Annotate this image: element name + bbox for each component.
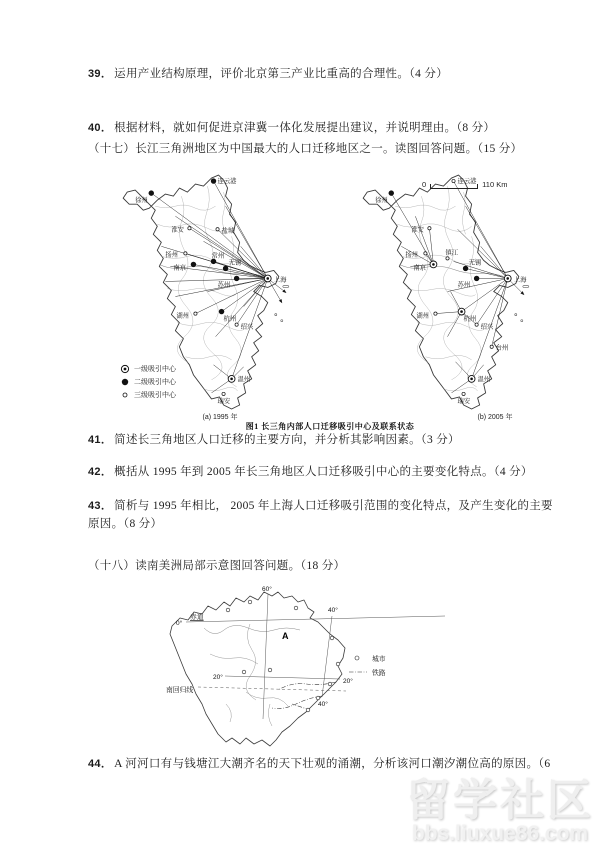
scale-bar-line [430,184,478,189]
city-marker-third-level [462,392,465,395]
city-label: 湖州 [416,312,430,320]
city-label: 苏州 [457,281,471,289]
question-39-number: 39． [88,68,113,80]
city-marker-second-level [463,266,468,271]
migration-arrow [481,246,508,278]
south-america-svg [150,584,480,749]
map-2005-content [375,176,527,405]
question-41-number: 41． [88,434,113,446]
label-lat0: 0° [176,620,183,627]
city-label: 常州 [211,252,225,260]
city-label: 扬州 [405,251,418,259]
question-43-text: 简析与 1995 年相比， 2005 年上海人口迁移吸引范围的变化特点，及产生变化的主要原因。（8 分） [88,500,553,530]
city-marker-second-level [211,259,216,264]
migration-arrow [151,193,267,278]
city-label: 徐州 [375,197,388,205]
city-label: 苏州 [217,281,231,289]
question-42-number: 42． [88,466,113,478]
city-label: 上海 [513,276,527,284]
label-point-a: A [282,631,289,641]
migration-arrow [466,206,508,278]
question-39-text: 运用产业结构原理，评价北京第三产业比重高的合理性。（4 分） [114,68,449,80]
question-40 [88,120,562,138]
city-marker-third-level [490,345,493,348]
question-40-number: 40． [88,122,113,134]
migration-arrow [492,278,508,346]
first-level-center-icon [120,364,130,374]
parallel-20s [225,676,340,679]
city-label: 瑞安 [217,397,231,405]
city-label: 南京 [413,264,426,272]
city-label: 连云港 [217,178,237,186]
city-marker-first-level-dot [432,263,435,266]
city-marker-second-level [149,190,154,195]
migration-arrow [435,312,461,314]
watermark-url: bbs.liuxue86.com [411,822,589,845]
legend-item-first-level: 一级吸引中心 [120,362,176,375]
migration-arrow [447,312,461,337]
city-label: 温州 [477,375,491,383]
city-marker-first-level-dot [470,378,473,381]
city-legend-icon [355,656,359,660]
city-marker-second-level [219,309,224,314]
city-marker-third-level [475,323,478,326]
figure-2-south-america-map [150,584,480,749]
city-label: 绍兴 [480,323,494,331]
tropic-of-capricorn-line [198,687,346,691]
city-marker-third-level [428,227,431,230]
city-label: 瑞安 [457,397,471,405]
question-41-text: 简述长三角地区人口迁移的主要方向，并分析其影响因素。（3 分） [114,434,460,446]
city-marker-third-level [434,312,437,315]
question-41 [88,432,562,450]
label-lat20-left: 20° [213,674,223,681]
caption-map-b: (b) 2005 年 [477,414,513,421]
city-marker-third-level [184,252,187,255]
third-level-center-icon [120,390,130,400]
question-40-text: 根据材料，就如何促进京津冀一体化发展提出建议，并说明理由。（8 分） [114,122,496,134]
city-label: 南京 [173,264,186,272]
question-44-number: 44． [88,758,113,770]
figure-2-legend [349,654,386,677]
migration-arrow [175,216,267,278]
label-lat20-right: 20° [343,678,353,685]
map-2005 [352,166,544,412]
legend-item-second-level: 二级吸引中心 [120,375,176,388]
city-marker-second-level [474,276,479,281]
city-label: 扬州 [165,251,178,259]
label-lon40-bottom: 40° [318,701,328,708]
migration-arrow [241,246,268,278]
figure-1-caption: 图1 长三角内部人口迁移吸引中心及联系状态 [245,422,415,431]
question-43-number: 43． [88,500,113,512]
watermark-title: 留学社区 [406,776,594,825]
question-42-text: 概括从 1995 年到 2005 年长三角地区人口迁移吸引中心的主要变化特点。（4 分） [114,466,533,478]
figure-1-delta-migration-maps [100,166,560,434]
city-marker-second-level [211,178,216,183]
label-tropic: 南回归线 [166,687,194,694]
city-label: 无锡 [468,259,482,267]
question-43 [88,498,562,533]
city-marker-second-level [191,262,196,267]
city-marker-second-level [234,276,239,281]
railway-legend-label: 铁路 [372,670,386,677]
caption-map-a: (a) 1995 年 [202,414,238,421]
graticule [186,594,445,719]
city-marker-first-level-dot [506,277,509,280]
city-marker-third-level [188,227,191,230]
city-marker-third-level [235,323,238,326]
meridian-60w [263,594,268,719]
scale-distance: 110 Km [482,180,508,189]
city-label: 上海 [273,276,287,284]
legend-item-third-level: 三级吸引中心 [120,388,176,401]
city-marker-third-level [424,252,427,255]
city-marker-first-level-dot [230,378,233,381]
city-marker-third-level [216,228,219,231]
label-lon40-top: 40° [328,607,338,614]
city-label: 无锡 [228,259,242,267]
city-label: 淮安 [171,226,184,234]
scale-bar [422,180,507,189]
question-44-text: A 河河口有与钱塘江大潮齐名的天下壮观的涌潮，分析该河口潮汐潮位高的原因。（6 [114,758,551,770]
city-marker-third-level [222,392,225,395]
city-label: 湖州 [176,312,190,320]
section-18-heading: （十八）读南美洲局部示意图回答问题。（18 分） [88,560,346,572]
city-marker-third-level [446,257,449,260]
migration-arrow [477,278,508,324]
second-level-center-icon [120,377,130,387]
question-39 [88,66,562,84]
city-label: 淮安 [411,226,424,234]
city-label: 镇江 [445,249,459,257]
city-marker-first-level-dot [460,310,463,313]
question-42 [88,464,562,482]
city-marker-first-level-dot [266,277,269,280]
figure-1-legend [120,362,176,401]
city-label: 连云港 [457,178,477,186]
city-label: 温州 [237,375,251,383]
label-equator: 赤道 [190,614,204,621]
label-lon60: 60° [262,586,272,593]
city-label: 台州 [495,344,509,352]
migration-arrow [237,278,268,324]
city-label: 徐州 [135,197,148,205]
section-17-heading: （十七）长江三角洲地区为中国最大的人口迁移地区之一。读图回答问题。（15 分） [88,143,523,155]
city-label: 盐城 [221,227,235,235]
city-label: 绍兴 [240,323,254,331]
watermark [406,764,594,846]
city-marker-second-level [223,266,228,271]
city-label: 杭州 [463,315,477,323]
scale-zero: 0 [422,180,427,189]
city-marker-second-level [389,190,394,195]
city-label: 杭州 [223,315,237,323]
city-marker-third-level [194,312,197,315]
city-legend-label: 城市 [372,656,386,663]
